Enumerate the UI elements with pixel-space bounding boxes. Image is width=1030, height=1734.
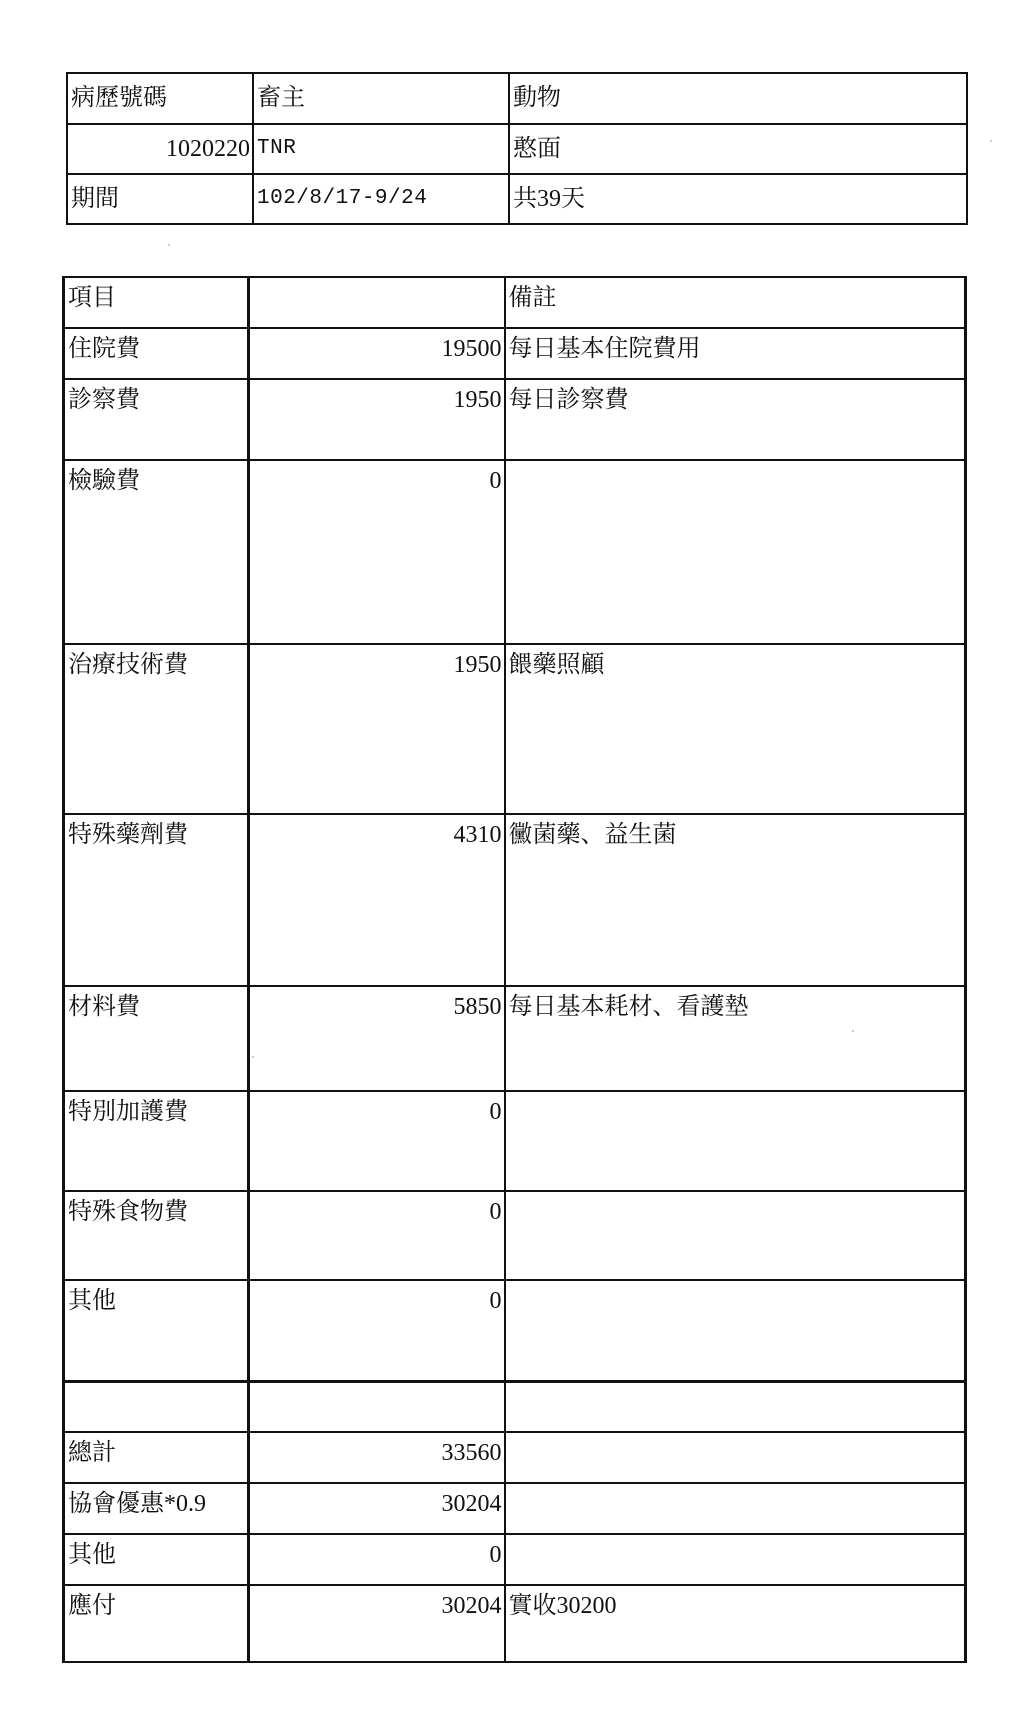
payable-amount: 30204: [249, 1585, 505, 1662]
fee-row: [64, 1091, 966, 1191]
patient-info-table: [66, 72, 968, 225]
info-value-row: [67, 124, 967, 174]
fee-note: [505, 1091, 966, 1191]
item-header: 項目: [64, 277, 249, 328]
fee-item: 其他: [64, 1280, 249, 1381]
fee-note: 黴菌藥、益生菌: [505, 814, 966, 986]
blank-cell: [64, 1381, 249, 1432]
fee-row: [64, 814, 966, 986]
scan-speck: [990, 140, 992, 142]
owner-label: 畜主: [253, 73, 509, 124]
fee-amount: 4310: [249, 814, 505, 986]
fee-amount: 0: [249, 1191, 505, 1280]
other-adjust-row: [64, 1534, 966, 1585]
fee-note: 每日基本住院費用: [505, 328, 966, 379]
animal-label: 動物: [509, 73, 967, 124]
fee-note: [505, 460, 966, 644]
record-no-label: 病歷號碼: [67, 73, 253, 124]
fee-amount: 0: [249, 460, 505, 644]
blank-cell: [505, 1381, 966, 1432]
fee-item: 檢驗費: [64, 460, 249, 644]
fee-amount: 0: [249, 1280, 505, 1381]
fee-item: 特別加護費: [64, 1091, 249, 1191]
period-label: 期間: [67, 174, 253, 224]
fee-amount: 5850: [249, 986, 505, 1091]
record-no-value: 1020220: [67, 124, 253, 174]
owner-value: TNR: [253, 124, 509, 174]
fee-item: 特殊食物費: [64, 1191, 249, 1280]
discount-item: 協會優惠*0.9: [64, 1483, 249, 1534]
fee-row: [64, 379, 966, 460]
fee-item: 住院費: [64, 328, 249, 379]
fee-item: 特殊藥劑費: [64, 814, 249, 986]
blank-row: [64, 1381, 966, 1432]
fee-table: [62, 276, 967, 1663]
animal-value: 憨面: [509, 124, 967, 174]
total-note: [505, 1432, 966, 1483]
other-adjust-note: [505, 1534, 966, 1585]
other-adjust-item: 其他: [64, 1534, 249, 1585]
fee-row: [64, 986, 966, 1091]
fee-note: [505, 1280, 966, 1381]
fee-row: [64, 460, 966, 644]
info-period-row: [67, 174, 967, 224]
fee-note: 餵藥照顧: [505, 644, 966, 814]
payable-item: 應付: [64, 1585, 249, 1662]
discount-row: [64, 1483, 966, 1534]
fee-amount: 1950: [249, 379, 505, 460]
period-days: 共39天: [509, 174, 967, 224]
fee-row: [64, 644, 966, 814]
fee-amount: 19500: [249, 328, 505, 379]
fee-note: [505, 1191, 966, 1280]
fee-note: 每日診察費: [505, 379, 966, 460]
fee-row: [64, 1280, 966, 1381]
fee-row: [64, 1191, 966, 1280]
total-item: 總計: [64, 1432, 249, 1483]
payable-note: 實收30200: [505, 1585, 966, 1662]
blank-cell: [249, 1381, 505, 1432]
fee-header-row: [64, 277, 966, 328]
total-amount: 33560: [249, 1432, 505, 1483]
fee-note: 每日基本耗材、看護墊: [505, 986, 966, 1091]
total-row: [64, 1432, 966, 1483]
info-header-row: [67, 73, 967, 124]
fee-item: 治療技術費: [64, 644, 249, 814]
payable-row: [64, 1585, 966, 1662]
other-adjust-amount: 0: [249, 1534, 505, 1585]
note-header: 備註: [505, 277, 966, 328]
period-value: 102/8/17-9/24: [253, 174, 509, 224]
discount-amount: 30204: [249, 1483, 505, 1534]
scan-speck: [168, 244, 170, 246]
fee-item: 診察費: [64, 379, 249, 460]
discount-note: [505, 1483, 966, 1534]
fee-row: [64, 328, 966, 379]
fee-amount: 1950: [249, 644, 505, 814]
fee-item: 材料費: [64, 986, 249, 1091]
amount-header: [249, 277, 505, 328]
fee-amount: 0: [249, 1091, 505, 1191]
